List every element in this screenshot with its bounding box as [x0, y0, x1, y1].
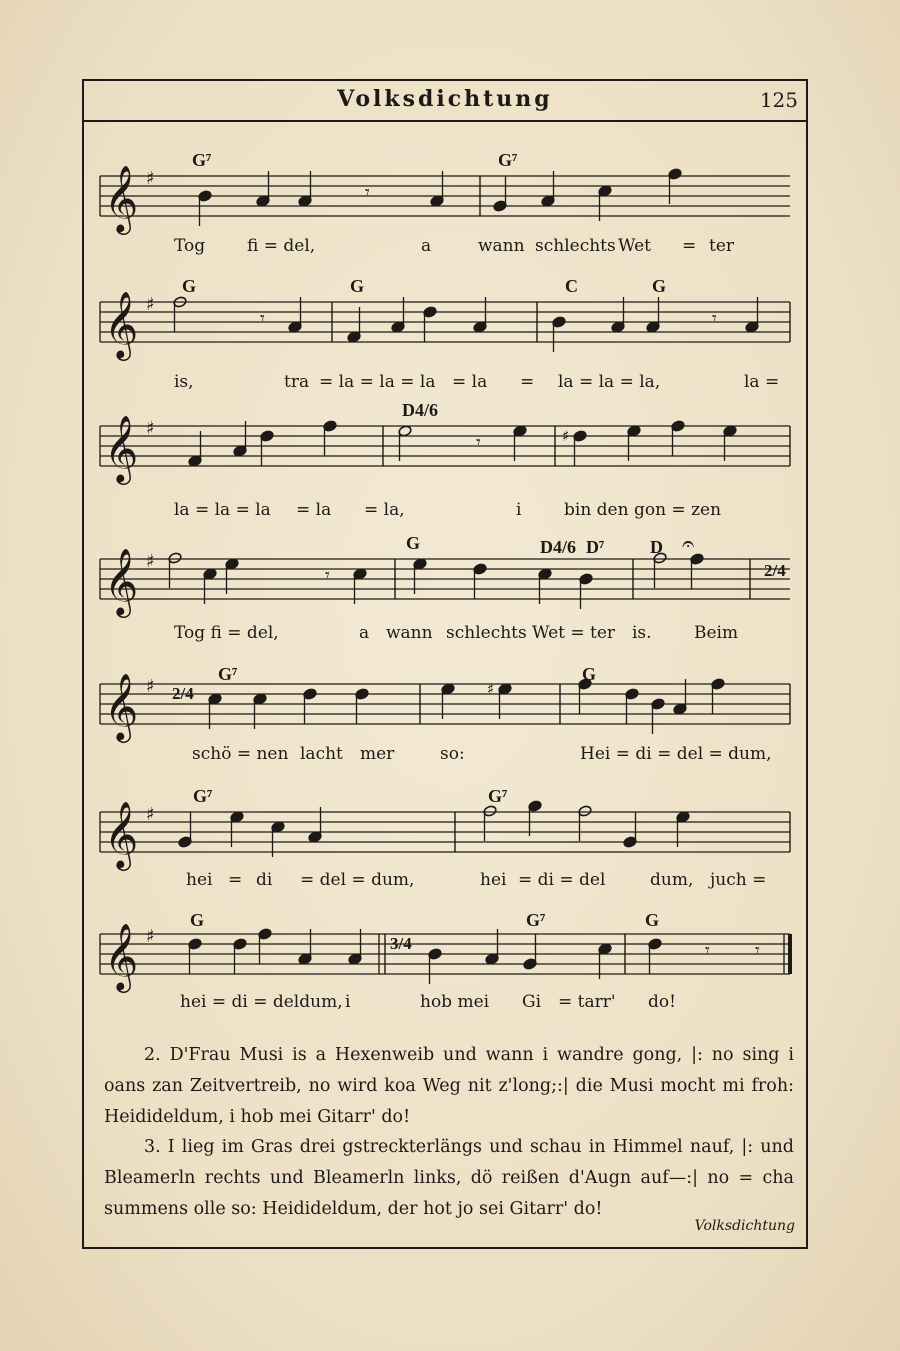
lyric-3-5: bin den gon = zen: [564, 500, 722, 520]
lyric-7-3: hob mei: [420, 992, 490, 1012]
lyric-6-7: dum,: [650, 870, 694, 890]
lyric-5-4: so:: [440, 744, 465, 764]
rest-icon: 𝄾: [705, 940, 710, 961]
rest-icon: 𝄾: [476, 432, 481, 453]
key-signature-sharp: ♯: [146, 676, 155, 697]
lyric-4-6: is.: [632, 623, 652, 643]
music-system-6: [100, 786, 790, 916]
chord-6-1: G⁷: [193, 786, 213, 806]
music-system-5: [100, 658, 790, 788]
treble-clef-icon: 𝄞: [104, 547, 139, 615]
lyric-4-1: Tog fi = del,: [174, 623, 279, 643]
chord-5-2: G: [582, 664, 597, 684]
treble-clef-icon: 𝄞: [104, 290, 139, 358]
lyric-4-2: a: [359, 623, 370, 643]
time-signature-7: 3/4: [390, 934, 412, 953]
music-system-4: [100, 533, 790, 663]
chord-4-3: D⁷: [586, 537, 605, 557]
lyric-2-6: la = la = la,: [558, 372, 661, 392]
treble-clef-icon: 𝄞: [104, 414, 139, 482]
lyric-2-3: = la = la = la: [319, 372, 436, 392]
lyric-3-4: i: [516, 500, 522, 520]
lyric-7-2: i: [345, 992, 351, 1012]
lyric-7-4: Gi: [522, 992, 542, 1012]
attribution: Volksdichtung: [694, 1218, 795, 1234]
lyric-4-3: wann: [386, 623, 433, 643]
lyric-1-2: fi = del,: [247, 236, 316, 256]
rest-icon: 𝄾: [260, 308, 265, 329]
lyric-7-5: = tarr': [558, 992, 616, 1012]
lyric-2-4: = la: [452, 372, 488, 392]
lyric-6-4: = del = dum,: [300, 870, 415, 890]
key-signature-sharp: ♯: [146, 168, 155, 189]
music-system-2: [100, 276, 790, 406]
page-number: 125: [759, 88, 798, 112]
chord-3-1: D4/6: [402, 400, 438, 420]
chord-7-2: G⁷: [526, 910, 546, 930]
music-system-7: [100, 908, 790, 1038]
lyric-2-2: tra: [284, 372, 310, 392]
chord-4-2: D4/6: [540, 537, 576, 557]
lyric-3-2: = la: [296, 500, 332, 520]
header-rule: [82, 120, 808, 122]
music-system-1: [100, 150, 790, 280]
chord-1-2: G⁷: [498, 150, 518, 170]
chord-7-3: G: [645, 910, 660, 930]
lyric-3-1: la = la = la: [174, 500, 271, 520]
rest-icon: 𝄾: [325, 565, 330, 586]
lyric-4-7: Beim: [694, 623, 739, 643]
lyric-6-1: hei: [186, 870, 213, 890]
chord-7-1: G: [190, 910, 205, 930]
accidental-sharp: ♯: [562, 427, 570, 445]
rest-icon: 𝄾: [365, 182, 370, 203]
chord-4-4: D: [650, 537, 663, 557]
lyric-6-5: hei: [480, 870, 507, 890]
treble-clef-icon: 𝄞: [104, 164, 139, 232]
fermata-icon: 𝄐: [682, 532, 695, 557]
key-signature-sharp: ♯: [146, 294, 155, 315]
rest-icon: 𝄾: [755, 940, 760, 961]
chord-5-1: G⁷: [218, 664, 238, 684]
lyric-5-5: Hei = di = del = dum,: [580, 744, 772, 764]
time-signature-5: 2/4: [172, 684, 194, 703]
staff-4: [100, 533, 790, 623]
music-system-3: [100, 400, 790, 530]
lyric-1-7: =: [682, 236, 697, 256]
staff-3: [100, 400, 790, 490]
key-signature-sharp: ♯: [146, 551, 155, 572]
lyric-7-6: do!: [648, 992, 676, 1012]
staff-2: [100, 276, 790, 366]
lyric-2-5: =: [520, 372, 535, 392]
lyric-5-1: schö = nen: [192, 744, 289, 764]
lyric-4-4: schlechts: [446, 623, 527, 643]
lyric-1-6: Wet: [618, 236, 651, 256]
lyric-6-3: di: [256, 870, 273, 890]
chord-1-1: G⁷: [192, 150, 212, 170]
chord-6-2: G⁷: [488, 786, 508, 806]
chord-2-1: G: [182, 276, 197, 296]
chord-2-3: C: [565, 276, 578, 296]
staff-5: [100, 658, 790, 748]
key-signature-sharp: ♯: [146, 926, 155, 947]
chord-2-2: G: [350, 276, 365, 296]
verse-2: 2. D'Frau Musi is a Hexenweib und wann i wandre gong, |: no sing i oans zan Zeitvertreib, no wird koa Weg nit z'long;:| die Musi mocht mi froh: Heidideldum, i hob mei Gitarr' do!: [104, 1045, 794, 1127]
lyric-1-5: schlechts: [535, 236, 616, 256]
key-signature-sharp: ♯: [146, 418, 155, 439]
time-signature-4-end: 2/4: [764, 561, 786, 580]
lyric-6-6: = di = del: [518, 870, 606, 890]
rest-icon: 𝄾: [712, 308, 717, 329]
lyric-5-2: lacht: [300, 744, 343, 764]
lyric-1-3: a: [421, 236, 432, 256]
lyric-4-5: Wet = ter: [532, 623, 616, 643]
chord-2-4: G: [652, 276, 667, 296]
lyric-7-1: hei = di = deldum,: [180, 992, 343, 1012]
key-signature-sharp: ♯: [146, 804, 155, 825]
lyric-3-3: = la,: [364, 500, 405, 520]
lyric-2-1: is,: [174, 372, 194, 392]
lyric-6-2: =: [228, 870, 243, 890]
chord-4-1: G: [406, 533, 421, 553]
treble-clef-icon: 𝄞: [104, 800, 139, 868]
lyric-5-3: mer: [360, 744, 395, 764]
treble-clef-icon: 𝄞: [104, 672, 139, 740]
lyric-1-1: Tog: [174, 236, 206, 256]
treble-clef-icon: 𝄞: [104, 922, 139, 990]
accidental-sharp: ♯: [487, 680, 495, 698]
lyric-1-8: ter: [709, 236, 735, 256]
lyric-2-7: la =: [744, 372, 780, 392]
lyric-1-4: wann: [478, 236, 525, 256]
lyric-6-8: juch =: [710, 870, 767, 890]
running-title: Volksdichtung: [337, 86, 553, 112]
verse-3: 3. I lieg im Gras drei gstreckterlängs und schau in Himmel nauf, |: und Bleamerln rechts und Bleamerln links, dö reißen d'Augn auf—:| no = cha summens olle so: Heidideldum, der hot jo sei Gitarr' do!: [104, 1137, 794, 1219]
